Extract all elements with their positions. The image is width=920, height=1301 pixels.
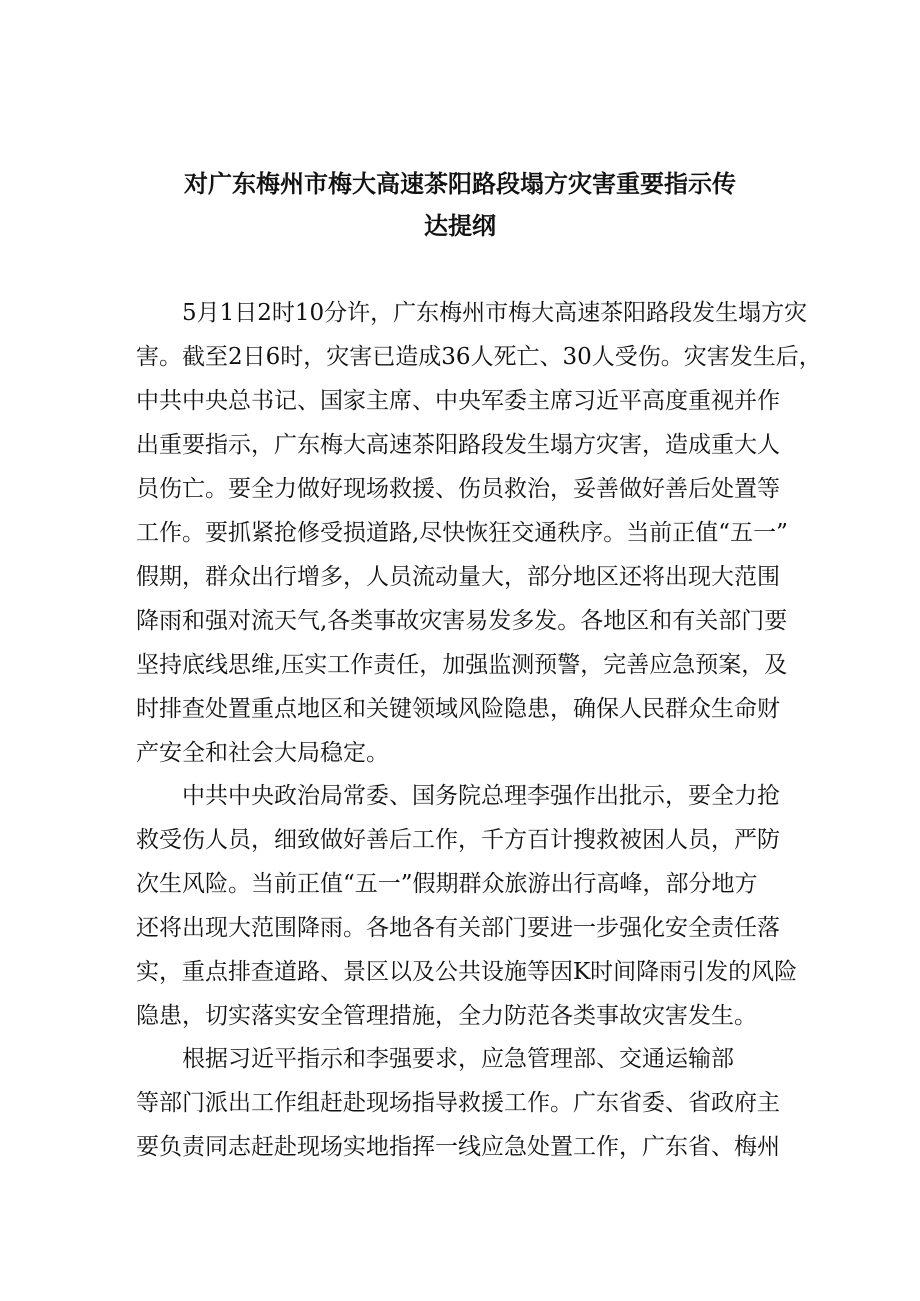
paragraph-1-line: 害。截至2日6时，灾害已造成36人死亡、30人受伤。灾害发生后，: [136, 344, 822, 370]
paragraph-1-line: 时排查处置重点地区和关键领域风险隐患，确保人民群众生命财: [136, 696, 780, 722]
paragraph-2-line: 隐患，切实落实安全管理措施，全力防范各类事故灾害发生。: [136, 1003, 757, 1029]
paragraph-2-line: 还将出现大范围降雨。各地各有关部门要进一步强化安全责任落: [136, 915, 780, 941]
paragraph-2-line: 救受伤人员，细致做好善后工作，千方百计搜救被困人员，严防: [136, 827, 780, 853]
paragraph-1-line: 出重要指示，广东梅大高速茶阳路段发生塌方灾害，造成重大人: [136, 432, 780, 458]
paragraph-1-line: 工作。要抓紧抢修受损道路,尽快恢狂交通秩序。当前正值“五一”: [136, 520, 788, 546]
paragraph-2-line: 中共中央政治局常委、国务院总理李强作出批示，要全力抢: [182, 783, 780, 809]
paragraph-1-line: 坚持底线思维,压实工作责任，加强监测预警，完善应急预案，及: [136, 652, 788, 678]
paragraph-3-line: 根据习近平指示和李强要求，应急管理部、交通运输部: [182, 1046, 734, 1072]
paragraph-3-line: 要负责同志赶赴现场实地指挥一线应急处置工作，广东省、梅州: [136, 1134, 780, 1160]
document-title-line-1: 对广东梅州市梅大高速茶阳路段塌方灾害重要指示传: [184, 170, 736, 198]
paragraph-2-line: 次生风险。当前正值“五一”假期群众旅游出行高峰，部分地方: [136, 871, 758, 897]
paragraph-1-line: 产安全和社会大局稳定。: [136, 740, 389, 766]
paragraph-1-line: 5月1日2时10分许，广东梅州市梅大高速茶阳路段发生塌方灾: [182, 300, 808, 326]
paragraph-1-line: 中共中央总书记、国家主席、中央军委主席习近平高度重视并作: [136, 388, 780, 414]
paragraph-3-line: 等部门派出工作组赶赴现场指导救援工作。广东省委、省政府主: [136, 1090, 780, 1116]
paragraph-1-line: 假期，群众出行增多，人员流动量大，部分地区还将出现大范围: [136, 564, 780, 590]
paragraph-1-line: 员伤亡。要全力做好现场救援、伤员救治，妥善做好善后处置等: [136, 476, 780, 502]
document-title-line-2: 达提纲: [424, 212, 496, 240]
paragraph-1-line: 降雨和强对流天气,各类事故灾害易发多发。各地区和有关部门要: [136, 608, 788, 634]
paragraph-2-line: 实，重点排查道路、景区以及公共设施等因K时间降雨引发的风险: [136, 959, 798, 985]
